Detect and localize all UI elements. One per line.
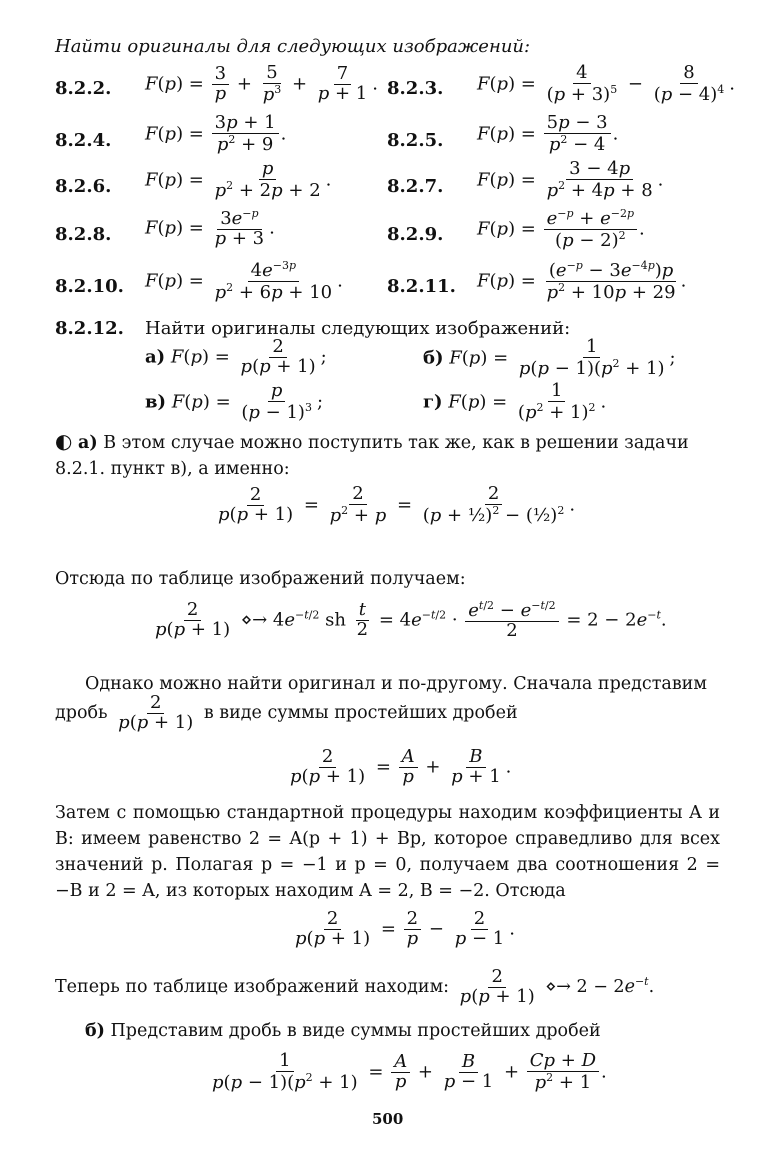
- formula-solution-b: $\frac{1}{p(p - 1)(p^2 + 1)}$ = $\frac{A}{p}$ + $\frac{B}{p - 1}$ + $\frac{Cp + D}{p^2 + 1}$ .: [212, 1050, 607, 1093]
- drob-word: дробь: [55, 702, 108, 723]
- formula-8-2-11: F(p) = $\frac{(e^{-p} - 3e^{-4p})p}{p^2 + 10p + 29}$ .: [477, 259, 687, 303]
- solution-a-paragraph: [55, 428, 720, 482]
- problem-8-2-3: 8.2.3.: [387, 78, 444, 99]
- formula-8-2-12-b: б) F(p) = $\frac{1}{p(p - 1)(p^2 + 1)}$ ;: [423, 336, 676, 379]
- solution-a-text: В этом случае можно поступить так же, как в решении задачи 8.2.1. пункт в), а именно:: [55, 433, 689, 479]
- formula-8-2-3: F(p) = $\frac{4}{(p + 3)^5}$ − $\frac{8}{(p - 4)^4}$ .: [477, 62, 736, 105]
- v-vide-summy-text: в виде суммы простейших дробей: [203, 702, 518, 723]
- formula-result-a: $\frac{2}{p(p + 1)}$ = $\frac{2}{p}$ − $\frac{2}{p - 1}$ .: [295, 908, 515, 949]
- page-number: 500: [372, 1110, 404, 1128]
- formula-8-2-10: F(p) = $\frac{4e^{-3p}}{p^2 + 6p + 10}$ .: [145, 259, 343, 303]
- problem-8-2-10: 8.2.10.: [55, 276, 124, 297]
- teper-line: Теперь по таблице изображений находим: $\frac{2}{p(p + 1)}$ ⋄→ $2 - 2e^{-t}$.: [55, 966, 655, 1007]
- problem-8-2-5: 8.2.5.: [387, 130, 444, 151]
- problem-8-2-9: 8.2.9.: [387, 224, 444, 245]
- problem-8-2-2: 8.2.2.: [55, 78, 112, 99]
- formula-8-2-12-a: а) F(p) = $\frac{2}{p(p + 1)}$ ;: [145, 336, 327, 377]
- solution-a-label: а): [78, 433, 98, 453]
- problem-8-2-12: 8.2.12.: [55, 318, 124, 339]
- label-v: в): [145, 391, 167, 413]
- formula-8-2-4: F(p) = $\frac{3p + 1}{p^2 + 9}$ .: [145, 112, 287, 155]
- teper-text: Теперь по таблице изображений находим:: [55, 976, 450, 997]
- formula-8-2-5: F(p) = $\frac{5p - 3}{p^2 - 4}$ .: [477, 112, 619, 155]
- otsyuda-table: Отсюда по таблице изображений получаем:: [55, 569, 466, 589]
- solution-b-line: [85, 1018, 601, 1044]
- problem-8-2-8: 8.2.8.: [55, 224, 112, 245]
- zatem-paragraph: Затем с помощью стандартной процедуры находим коэффициенты A и B: имеем равенство 2 = A(p + 1) + Bp, которое справедливо для всех значений p. Полагая p = −1 и p = 0, получаем два соотношения 2 = −B и 2 = A, из которых находим A = 2, B = −2. Отсюда: [55, 803, 720, 901]
- formula-8-2-12-g: г) F(p) = $\frac{1}{(p^2 + 1)^2}$ .: [423, 380, 607, 423]
- label-b: б): [423, 347, 444, 369]
- drob-line: дробь $\frac{2}{p(p + 1)}$ в виде суммы простейших дробей: [55, 692, 518, 733]
- formula-8-2-12-v: в) F(p) = $\frac{p}{(p - 1)^3}$ ;: [145, 380, 324, 423]
- problem-8-2-12-text: Найти оригиналы следующих изображений:: [145, 318, 571, 339]
- formula-8-2-2: F(p) = $\frac{3}{p}$ + $\frac{5}{p^3}$ + $\frac{7}{p + 1}$ .: [145, 62, 378, 105]
- problem-8-2-4: 8.2.4.: [55, 130, 112, 151]
- solution-b-label: б): [85, 1021, 105, 1041]
- label-a: а): [145, 346, 166, 368]
- problem-8-2-6: 8.2.6.: [55, 176, 112, 197]
- formula-8-2-9: F(p) = $\frac{e^{-p} + e^{-2p}}{(p - 2)^2}$ .: [477, 207, 645, 251]
- formula-8-2-6: F(p) = $\frac{p}{p^2 + 2p + 2}$ .: [145, 158, 332, 201]
- solution-marker-icon: ◐: [55, 429, 73, 453]
- odnako-text: Однако можно найти оригинал и по-другому. Сначала представим: [85, 674, 707, 694]
- header: Найти оригиналы для следующих изображений:: [55, 36, 531, 57]
- solution-b-text: Представим дробь в виде суммы простейших дробей: [110, 1021, 601, 1041]
- formula-solution-a-2: $\frac{2}{p(p + 1)}$ ⋄→ $4e^{-t/2}$ sh $\frac{t}{2}$ = $4e^{-t/2}$ · $\frac{e^{t/2} - e^{-t/2}}{2}$ = $2 - 2e^{-t}$.: [155, 599, 667, 641]
- problem-8-2-11: 8.2.11.: [387, 276, 456, 297]
- formula-8-2-8: F(p) = $\frac{3e^{-p}}{p + 3}$ .: [145, 207, 275, 249]
- formula-8-2-7: F(p) = $\frac{3 - 4p}{p^2 + 4p + 8}$ .: [477, 158, 664, 201]
- problem-8-2-7: 8.2.7.: [387, 176, 444, 197]
- label-g: г): [423, 391, 443, 413]
- formula-solution-a-1: $\frac{2}{p(p + 1)}$ = $\frac{2}{p^2 + p}$ = $\frac{2}{(p + \frac{1}{2})^2 - (\frac{1}{2})^2}$ .: [218, 483, 576, 526]
- formula-partial-fractions: $\frac{2}{p(p + 1)}$ = $\frac{A}{p}$ + $\frac{B}{p + 1}$ .: [290, 746, 512, 787]
